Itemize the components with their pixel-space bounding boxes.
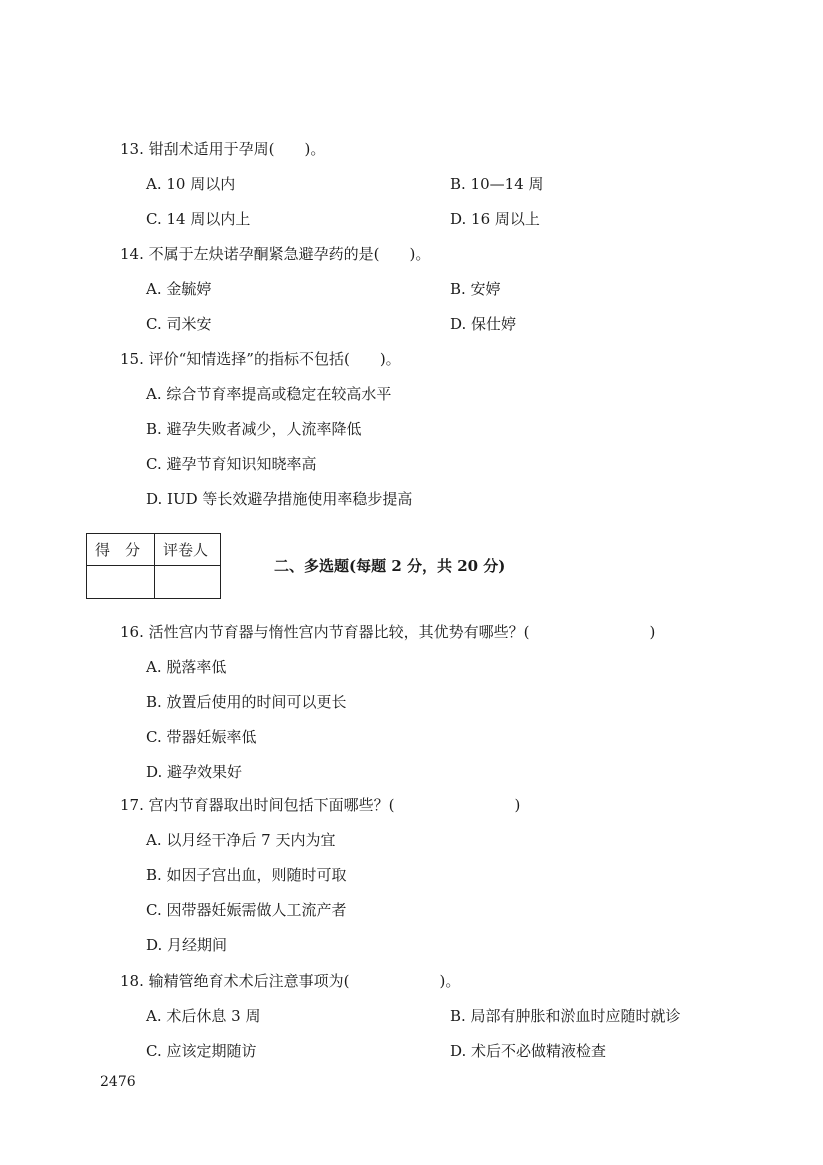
question-18-option-a: A. 术后休息 3 周 [146,1007,261,1025]
grader-label: 评卷人 [163,541,209,559]
question-14-option-b: B. 安婷 [450,280,501,298]
question-14-option-d: D. 保仕婷 [450,315,517,333]
question-13-option-c: C. 14 周以内上 [146,210,251,228]
question-13-option-d: D. 16 周以上 [450,210,540,228]
question-15-option-b: B. 避孕失败者减少，人流率降低 [146,420,362,438]
question-14-option-c: C. 司米安 [146,315,212,333]
question-16-option-a: A. 脱落率低 [146,658,227,676]
question-18-stem: 18. 输精管绝育术术后注意事项为( )。 [120,972,461,990]
question-15-option-d: D. IUD 等长效避孕措施使用率稳步提高 [146,490,413,508]
score-table [86,533,221,599]
question-15-option-c: C. 避孕节育知识知晓率高 [146,455,317,473]
question-17-option-b: B. 如因子宫出血，则随时可取 [146,866,347,884]
question-14-option-a: A. 金毓婷 [146,280,212,298]
question-17-option-a: A. 以月经干净后 7 天内为宜 [146,831,336,849]
question-18-option-b: B. 局部有肿胀和淤血时应随时就诊 [450,1007,681,1025]
question-14-stem: 14. 不属于左炔诺孕酮紧急避孕药的是( )。 [120,245,431,263]
question-16-option-b: B. 放置后使用的时间可以更长 [146,693,347,711]
question-13-stem: 13. 钳刮术适用于孕周( )。 [120,140,326,158]
question-17-stem: 17. 宫内节育器取出时间包括下面哪些？( ) [120,796,521,814]
question-16-option-d: D. 避孕效果好 [146,763,243,781]
question-18-option-d: D. 术后不必做精液检查 [450,1042,607,1060]
question-13-option-a: A. 10 周以内 [146,175,236,193]
score-label: 得 分 [95,541,141,559]
page-number: 2476 [100,1074,136,1090]
section-two-title: 二、多选题(每题 2 分，共 20 分) [274,557,506,575]
question-17-option-d: D. 月经期间 [146,936,228,954]
question-17-option-c: C. 因带器妊娠需做人工流产者 [146,901,347,919]
question-16-option-c: C. 带器妊娠率低 [146,728,257,746]
question-13-option-b: B. 10—14 周 [450,175,544,193]
question-15-option-a: A. 综合节育率提高或稳定在较高水平 [146,385,392,403]
question-15-stem: 15. 评价“知情选择”的指标不包括( )。 [120,350,401,368]
question-16-stem: 16. 活性宫内节育器与惰性宫内节育器比较，其优势有哪些？( ) [120,623,656,641]
question-18-option-c: C. 应该定期随访 [146,1042,257,1060]
